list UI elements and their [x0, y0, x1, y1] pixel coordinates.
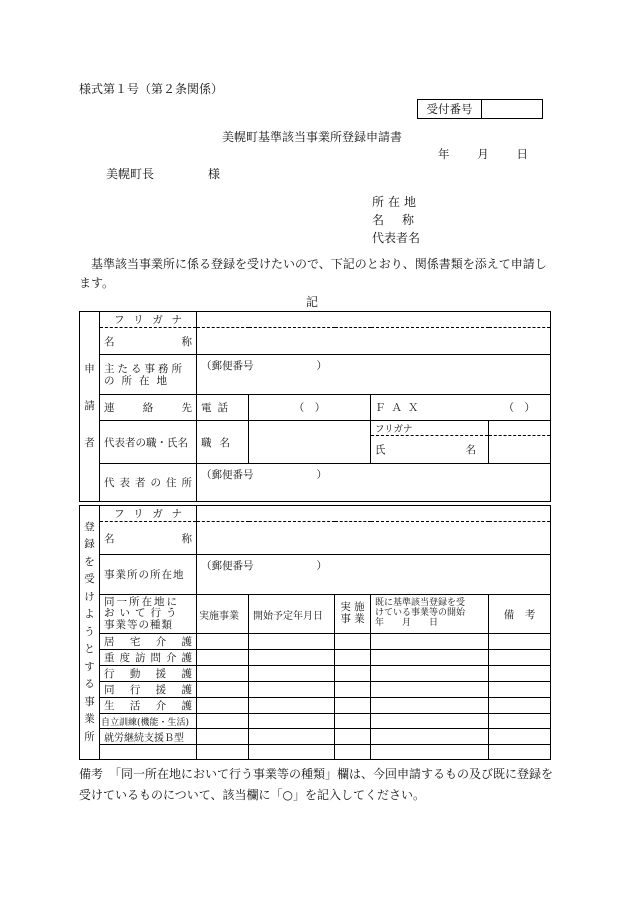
- col-remarks-header: 備 考: [489, 595, 551, 634]
- service-cell[interactable]: [371, 666, 489, 682]
- office-furigana-field[interactable]: [197, 506, 551, 522]
- service-row: [80, 698, 551, 714]
- service-cell[interactable]: [489, 634, 551, 650]
- furigana-field[interactable]: [197, 312, 551, 328]
- furigana-label: フ リ ガ ナ: [100, 312, 197, 328]
- service-cell[interactable]: [335, 714, 371, 729]
- service-cell[interactable]: [249, 745, 335, 760]
- date-year[interactable]: 年: [438, 147, 450, 161]
- form-number: 様式第１号（第２条関係）: [79, 82, 224, 96]
- remarks-note: 備考 「同一所在地において行う事業等の種類」欄は、今回申請するもの及び既に登録を受けているものについて、該当欄に「○」を記入してください。: [79, 767, 554, 802]
- service-cell[interactable]: [489, 698, 551, 714]
- date-month[interactable]: 月: [477, 147, 489, 161]
- office-table: [79, 505, 551, 760]
- application-table: [79, 311, 551, 502]
- service-cell[interactable]: [489, 745, 551, 760]
- office-location-field[interactable]: （郵便番号 ）: [197, 555, 551, 595]
- position-label: 職名: [197, 421, 249, 464]
- service-cell[interactable]: [371, 745, 489, 760]
- fax-field[interactable]: （ ）: [489, 395, 551, 421]
- service-cell[interactable]: [249, 698, 335, 714]
- rep-address-label: 代 表 者 の 住 所: [100, 464, 197, 502]
- tel-field[interactable]: （ ）: [249, 395, 371, 421]
- service-cell[interactable]: [335, 650, 371, 666]
- rep-title-name-label: 代表者の職・氏名: [100, 421, 197, 464]
- service-row: [80, 682, 551, 698]
- main-office-field[interactable]: （郵便番号 ）: [197, 355, 551, 395]
- service-cell[interactable]: [371, 682, 489, 698]
- service-cell[interactable]: [249, 666, 335, 682]
- rep-furigana-label: フリガナ: [371, 421, 489, 436]
- name-field[interactable]: [197, 328, 551, 355]
- service-row: [80, 729, 551, 745]
- addressee-honorific: 様: [208, 167, 221, 181]
- rep-furigana-field[interactable]: [489, 421, 551, 436]
- service-cell[interactable]: [335, 666, 371, 682]
- office-furigana-label: フ リ ガ ナ: [100, 506, 197, 522]
- service-label: 居 宅 介 護: [100, 634, 197, 650]
- service-row: [80, 634, 551, 650]
- receipt-number-box: [417, 99, 543, 119]
- rep-name-field[interactable]: [489, 436, 551, 464]
- office-location-label: 事業所の所在地: [100, 555, 197, 595]
- addressee-name: 美幌町長: [106, 167, 155, 181]
- service-cell[interactable]: [371, 714, 489, 729]
- service-cell[interactable]: [249, 650, 335, 666]
- service-cell[interactable]: [335, 729, 371, 745]
- service-cell[interactable]: [489, 729, 551, 745]
- service-cell[interactable]: [249, 714, 335, 729]
- intro-text: [79, 255, 555, 293]
- intro-text-content: 基準該当事業所に係る登録を受けたいので、下記のとおり、関係書類を添えて申請します。: [79, 257, 547, 290]
- applicant-name-label: 名称: [372, 213, 433, 227]
- contact-label: 連 絡 先: [100, 395, 197, 421]
- col-existing-header: 既に基準該当登録を受 けている事業等の開始 年 月 日: [371, 595, 489, 634]
- service-cell[interactable]: [249, 634, 335, 650]
- col-start-header: 開始予定年月日: [249, 595, 335, 634]
- applicant-side-label: 申 請 者: [80, 312, 100, 502]
- service-label: [100, 745, 197, 760]
- service-cell[interactable]: [197, 666, 249, 682]
- application-date: [438, 146, 528, 162]
- date-day[interactable]: 日: [516, 147, 528, 161]
- service-row: [80, 745, 551, 760]
- service-cell[interactable]: [197, 714, 249, 729]
- service-label: 同 行 援 護: [100, 682, 197, 698]
- position-field[interactable]: [249, 421, 371, 464]
- service-cell[interactable]: [335, 682, 371, 698]
- service-cell[interactable]: [197, 745, 249, 760]
- receipt-number-label: 受付番号: [418, 100, 482, 118]
- ki-heading: 記: [306, 295, 319, 309]
- office-side-label: 登 録 を 受 け よ う と す る 事 業 所: [80, 506, 100, 760]
- service-label: 就労継続支援Ｂ型: [100, 729, 197, 745]
- service-label: 重 度 訪 問 介 護: [100, 650, 197, 666]
- service-cell[interactable]: [371, 650, 489, 666]
- service-cell[interactable]: [489, 714, 551, 729]
- service-cell[interactable]: [371, 634, 489, 650]
- col-implement2-header: 実 施 事 業: [335, 595, 371, 634]
- main-office-label: 主たる事務所 の所在地: [100, 355, 197, 395]
- service-cell[interactable]: [197, 729, 249, 745]
- service-label: 自立訓練(機能・生活): [100, 714, 197, 729]
- service-row: [80, 650, 551, 666]
- rep-address-field[interactable]: （郵便番号 ）: [197, 464, 551, 502]
- rep-name-label: 氏 名: [371, 436, 489, 464]
- receipt-number-field[interactable]: [482, 100, 542, 118]
- fax-label: ＦＡＸ: [371, 395, 489, 421]
- service-label: 生 活 介 護: [100, 698, 197, 714]
- service-row: [80, 666, 551, 682]
- service-cell[interactable]: [197, 634, 249, 650]
- services-header: 同一所在地に おいて行う 事業等の種類: [100, 595, 197, 634]
- applicant-address-label: 所在地: [372, 195, 421, 209]
- service-cell[interactable]: [335, 634, 371, 650]
- applicant-rep-label: 代表者名: [372, 231, 421, 245]
- service-row: [80, 714, 551, 729]
- service-cell[interactable]: [249, 682, 335, 698]
- tel-label: 電話: [197, 395, 249, 421]
- service-cell[interactable]: [197, 698, 249, 714]
- service-cell[interactable]: [335, 698, 371, 714]
- service-cell[interactable]: [335, 745, 371, 760]
- service-cell[interactable]: [249, 729, 335, 745]
- name-label: 名 称: [100, 328, 197, 355]
- service-cell[interactable]: [489, 666, 551, 682]
- col-implement-header: 実施事業: [197, 595, 249, 634]
- service-label: 行 動 援 護: [100, 666, 197, 682]
- service-cell[interactable]: [197, 682, 249, 698]
- service-cell[interactable]: [489, 650, 551, 666]
- service-cell[interactable]: [371, 729, 489, 745]
- office-name-field[interactable]: [197, 522, 551, 555]
- office-name-label: 名 称: [100, 522, 197, 555]
- service-cell[interactable]: [489, 682, 551, 698]
- document-title: 美幌町基準該当事業所登録申請書: [222, 130, 403, 144]
- service-cell[interactable]: [197, 650, 249, 666]
- service-cell[interactable]: [371, 698, 489, 714]
